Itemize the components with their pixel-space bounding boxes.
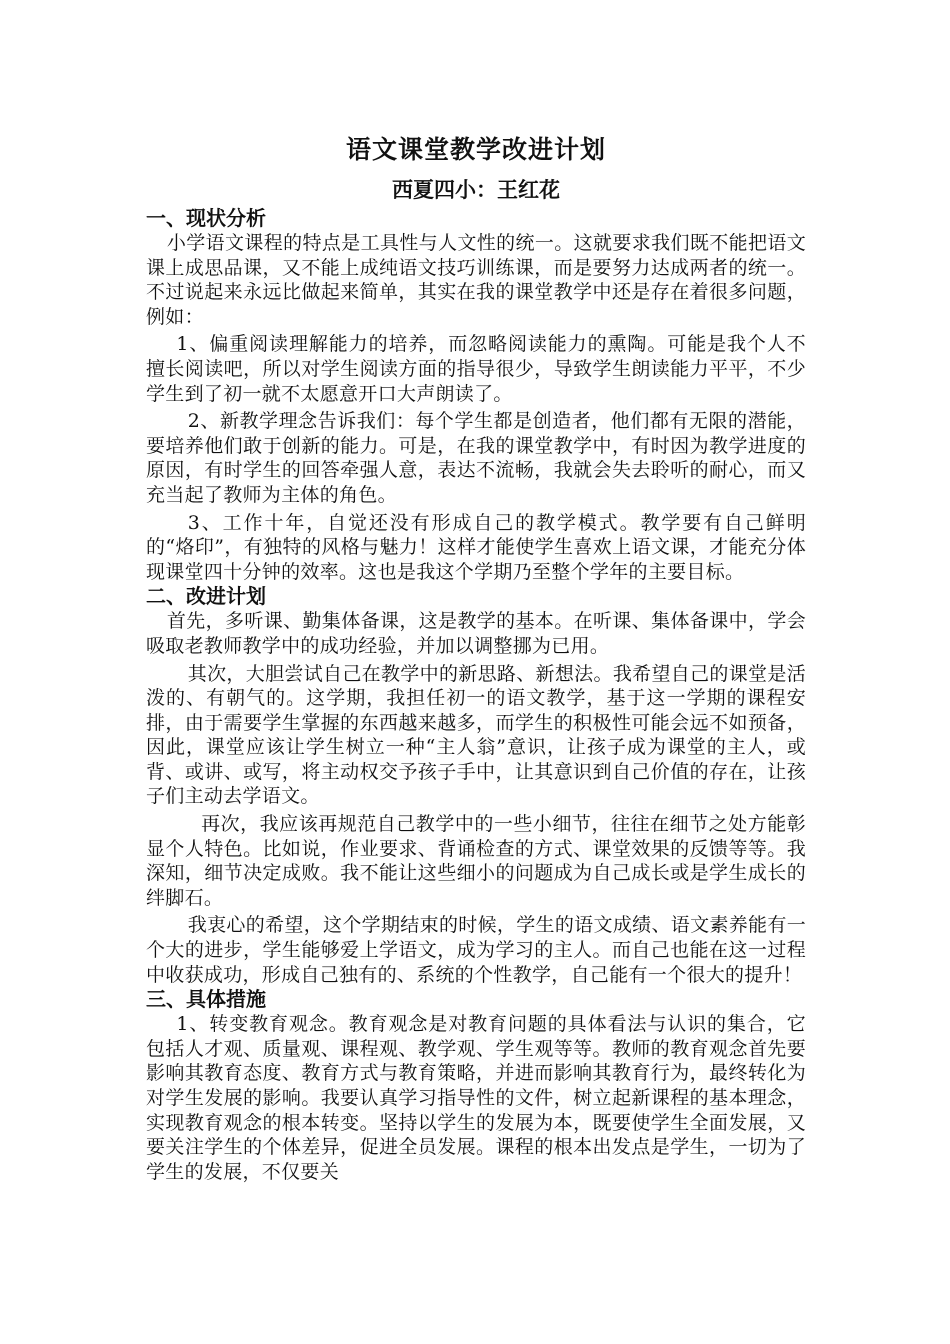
paragraph: 2、新教学理念告诉我们：每个学生都是创造者，他们都有无限的潜能，要培养他们敢于创新的能力。可是，在我的课堂教学中，有时因为教学进度的原因，有时学生的回答牵强人意，表达不流畅，我就会失去聆听的耐心，而又充当起了教师为主体的角色。 [146, 410, 806, 506]
paragraph: 首先，多听课、勤集体备课，这是教学的基本。在听课、集体备课中，学会吸取老教师教学中的成功经验，并加以调整挪为已用。 [146, 610, 806, 657]
section-heading-plan: 二、改进计划 [146, 584, 266, 609]
section-heading-status: 一、现状分析 [146, 206, 266, 230]
section-heading-measures: 三、具体措施 [146, 987, 266, 1012]
paragraph: 小学语文课程的特点是工具性与人文性的统一。这就要求我们既不能把语文课上成思品课，又不能上成纯语文技巧训练课，而是要努力达成两者的统一。不过说起来永远比做起来简单，其实在我的课堂教学中还是存在着很多问题，例如： [146, 232, 806, 328]
paragraph: 再次，我应该再规范自己教学中的一些小细节，往往在细节之处方能彰显个人特色。比如说，作业要求、背诵检查的方式、课堂效果的反馈等等。我深知，细节决定成败。我不能让这些细小的问题成为自己成长或是学生成长的绊脚石。 [146, 813, 806, 909]
document-author: 西夏四小：王红花 [392, 178, 560, 202]
document-title: 语文课堂教学改进计划 [345, 135, 606, 164]
paragraph: 1、偏重阅读理解能力的培养，而忽略阅读能力的熏陶。可能是我个人不擅长阅读吧，所以对学生阅读方面的指导很少，导致学生朗读能力平平，不少学生到了初一就不太愿意开口大声朗读了。 [146, 333, 806, 405]
paragraph: 我衷心的希望，这个学期结束的时候，学生的语文成绩、语文素养能有一个大的进步，学生能够爱上学语文，成为学习的主人。而自己也能在这一过程中收获成功，形成自己独有的、系统的个性教学，自己能有一个很大的提升！ [146, 914, 806, 986]
paragraph: 其次，大胆尝试自己在教学中的新思路、新想法。我希望自己的课堂是活泼的、有朝气的。这学期，我担任初一的语文教学，基于这一学期的课程安排，由于需要学生掌握的东西越来越多，而学生的积极性可能会远不如预备，因此，课堂应该让学生树立一种“主人翁”意识，让孩子成为课堂的主人，或背、或讲、或写，将主动权交予孩子手中，让其意识到自己价值的存在，让孩子们主动去学语文。 [146, 662, 806, 808]
paragraph: 1、转变教育观念。教育观念是对教育问题的具体看法与认识的集合，它包括人才观、质量观、课程观、教学观、学生观等等。教师的教育观念首先要影响其教育态度、教育方式与教育策略，并进而影响其教育行为，最终转化为对学生发展的影响。我要认真学习指导性的文件，树立起新课程的基本理念，实现教育观念的根本转变。坚持以学生的发展为本，既要使学生全面发展，又要关注学生的个体差异，促进全员发展。课程的根本出发点是学生，一切为了学生的发展，不仅要关 [146, 1013, 806, 1183]
document-page [146, 132, 806, 1184]
paragraph: 3、工作十年，自觉还没有形成自己的教学模式。教学要有自己鲜明的“烙印”，有独特的风格与魅力！这样才能使学生喜欢上语文课，才能充分体现课堂四十分钟的效率。这也是我这个学期乃至整个学年的主要目标。 [146, 511, 806, 583]
